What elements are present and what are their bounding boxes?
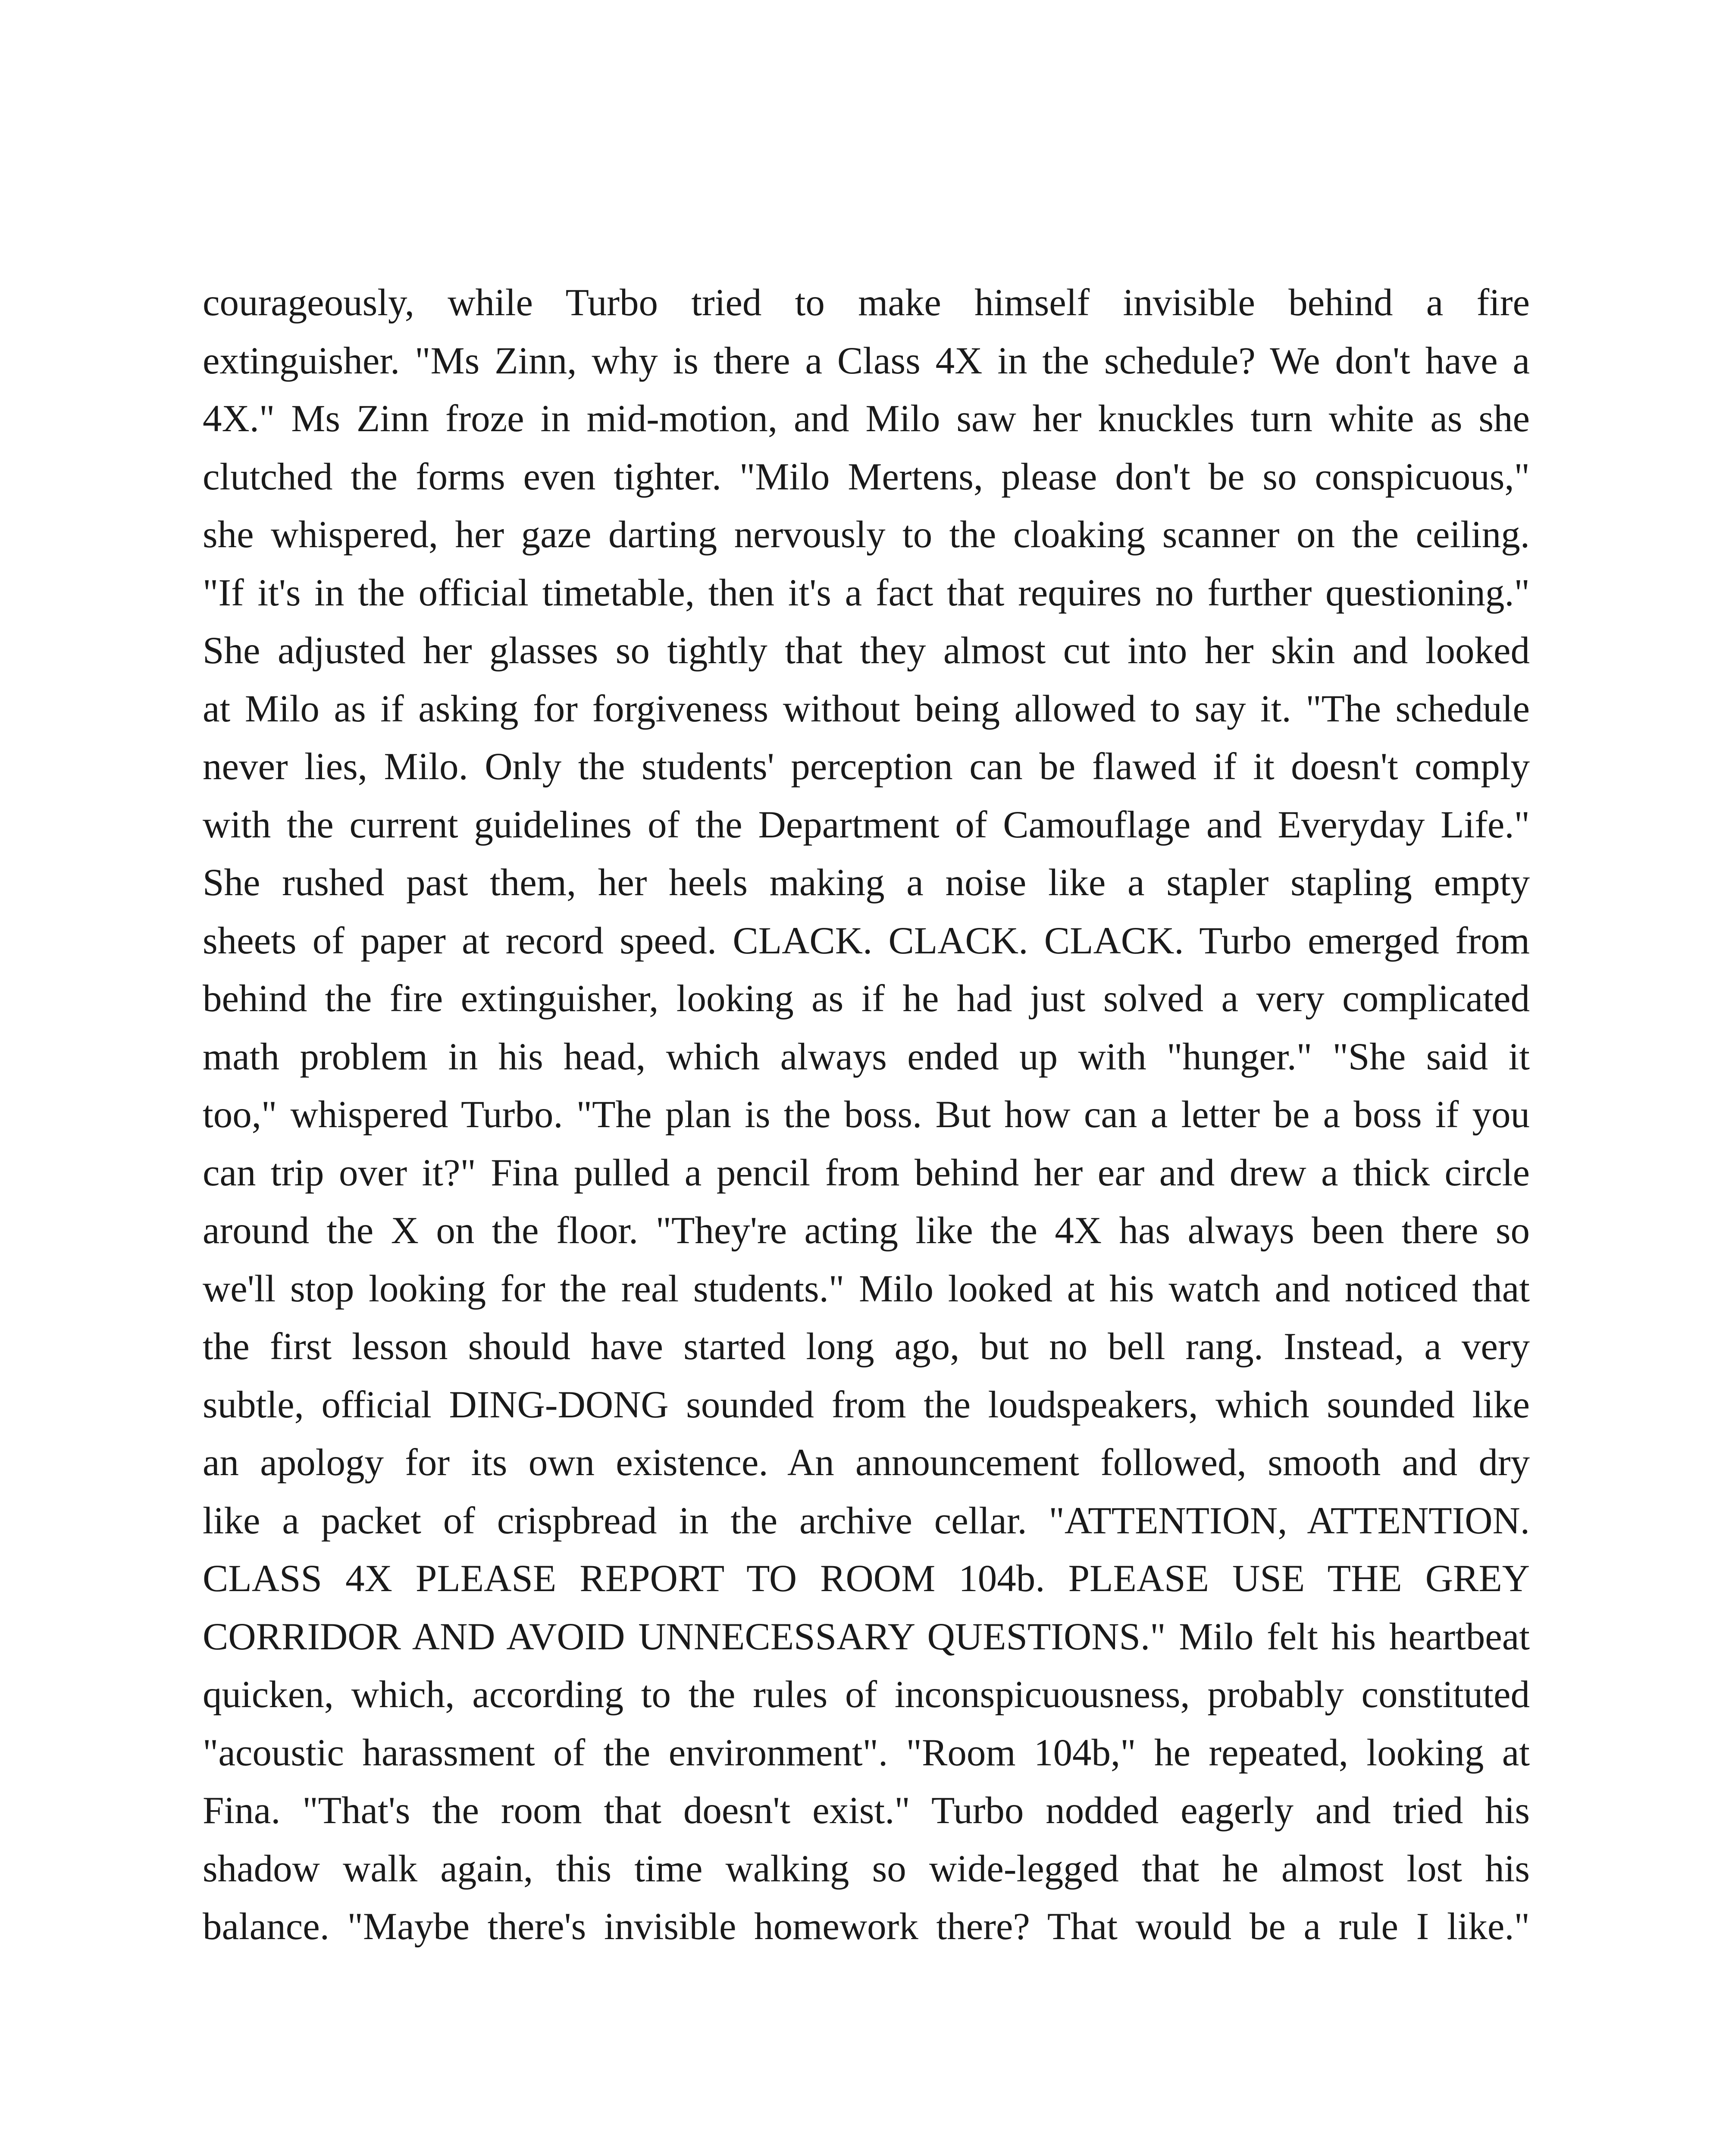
text-line: at Milo as if asking for forgiveness without being allowed to say it. "The schedule <box>203 687 1530 730</box>
text-line: too," whispered Turbo. "The plan is the boss. But how can a letter be a boss if you <box>203 1094 1530 1136</box>
text-line: we'll stop looking for the real students." Milo looked at his watch and noticed that <box>203 1267 1530 1310</box>
text-line: math problem in his head, which always ended up with "hunger." "She said it <box>203 1035 1530 1078</box>
text-line: behind the fire extinguisher, looking as if he had just solved a very complicated <box>203 978 1530 1020</box>
text-line: She rushed past them, her heels making a noise like a stapler stapling empty <box>203 862 1530 904</box>
text-line: 4X." Ms Zinn froze in mid-motion, and Milo saw her knuckles turn white as she <box>203 398 1530 440</box>
text-line: "acoustic harassment of the environment". "Room 104b," he repeated, looking at <box>203 1731 1530 1774</box>
text-line: like a packet of crispbread in the archive cellar. "ATTENTION, ATTENTION. <box>203 1499 1530 1542</box>
text-line: extinguisher. "Ms Zinn, why is there a Class 4X in the schedule? We don't have a <box>203 339 1530 382</box>
text-line: sheets of paper at record speed. CLACK. CLACK. CLACK. Turbo emerged from <box>203 919 1530 962</box>
text-line: shadow walk again, this time walking so wide-legged that he almost lost his <box>203 1847 1530 1890</box>
text-line: she whispered, her gaze darting nervously to the cloaking scanner on the ceiling. <box>203 514 1530 556</box>
text-line: "If it's in the official timetable, then it's a fact that requires no further questioning." <box>203 571 1530 614</box>
text-line: can trip over it?" Fina pulled a pencil from behind her ear and drew a thick circle <box>203 1151 1530 1194</box>
text-line: CLASS 4X PLEASE REPORT TO ROOM 104b. PLEASE USE THE GREY <box>203 1557 1530 1600</box>
text-line: balance. "Maybe there's invisible homework there? That would be a rule I like." <box>203 1905 1530 1948</box>
text-line: CORRIDOR AND AVOID UNNECESSARY QUESTIONS." Milo felt his heartbeat <box>203 1615 1530 1658</box>
text-line: clutched the forms even tighter. "Milo Mertens, please don't be so conspicuous," <box>203 455 1530 498</box>
text-line: Fina. "That's the room that doesn't exist." Turbo nodded eagerly and tried his <box>203 1789 1530 1832</box>
text-line: never lies, Milo. Only the students' perception can be flawed if it doesn't comply <box>203 746 1530 788</box>
text-line: She adjusted her glasses so tightly that they almost cut into her skin and looked <box>203 630 1530 672</box>
text-line: an apology for its own existence. An announcement followed, smooth and dry <box>203 1442 1530 1484</box>
text-line: the first lesson should have started long ago, but no bell rang. Instead, a very <box>203 1326 1530 1368</box>
text-line: with the current guidelines of the Department of Camouflage and Everyday Life." <box>203 803 1530 846</box>
text-line: subtle, official DING-DONG sounded from the loudspeakers, which sounded like <box>203 1383 1530 1426</box>
text-line: quicken, which, according to the rules of inconspicuousness, probably constituted <box>203 1673 1530 1716</box>
text-line: around the X on the floor. "They're acting like the 4X has always been there so <box>203 1210 1530 1252</box>
text-line: courageously, while Turbo tried to make himself invisible behind a fire <box>203 282 1530 324</box>
body-paragraph <box>203 274 1530 1956</box>
